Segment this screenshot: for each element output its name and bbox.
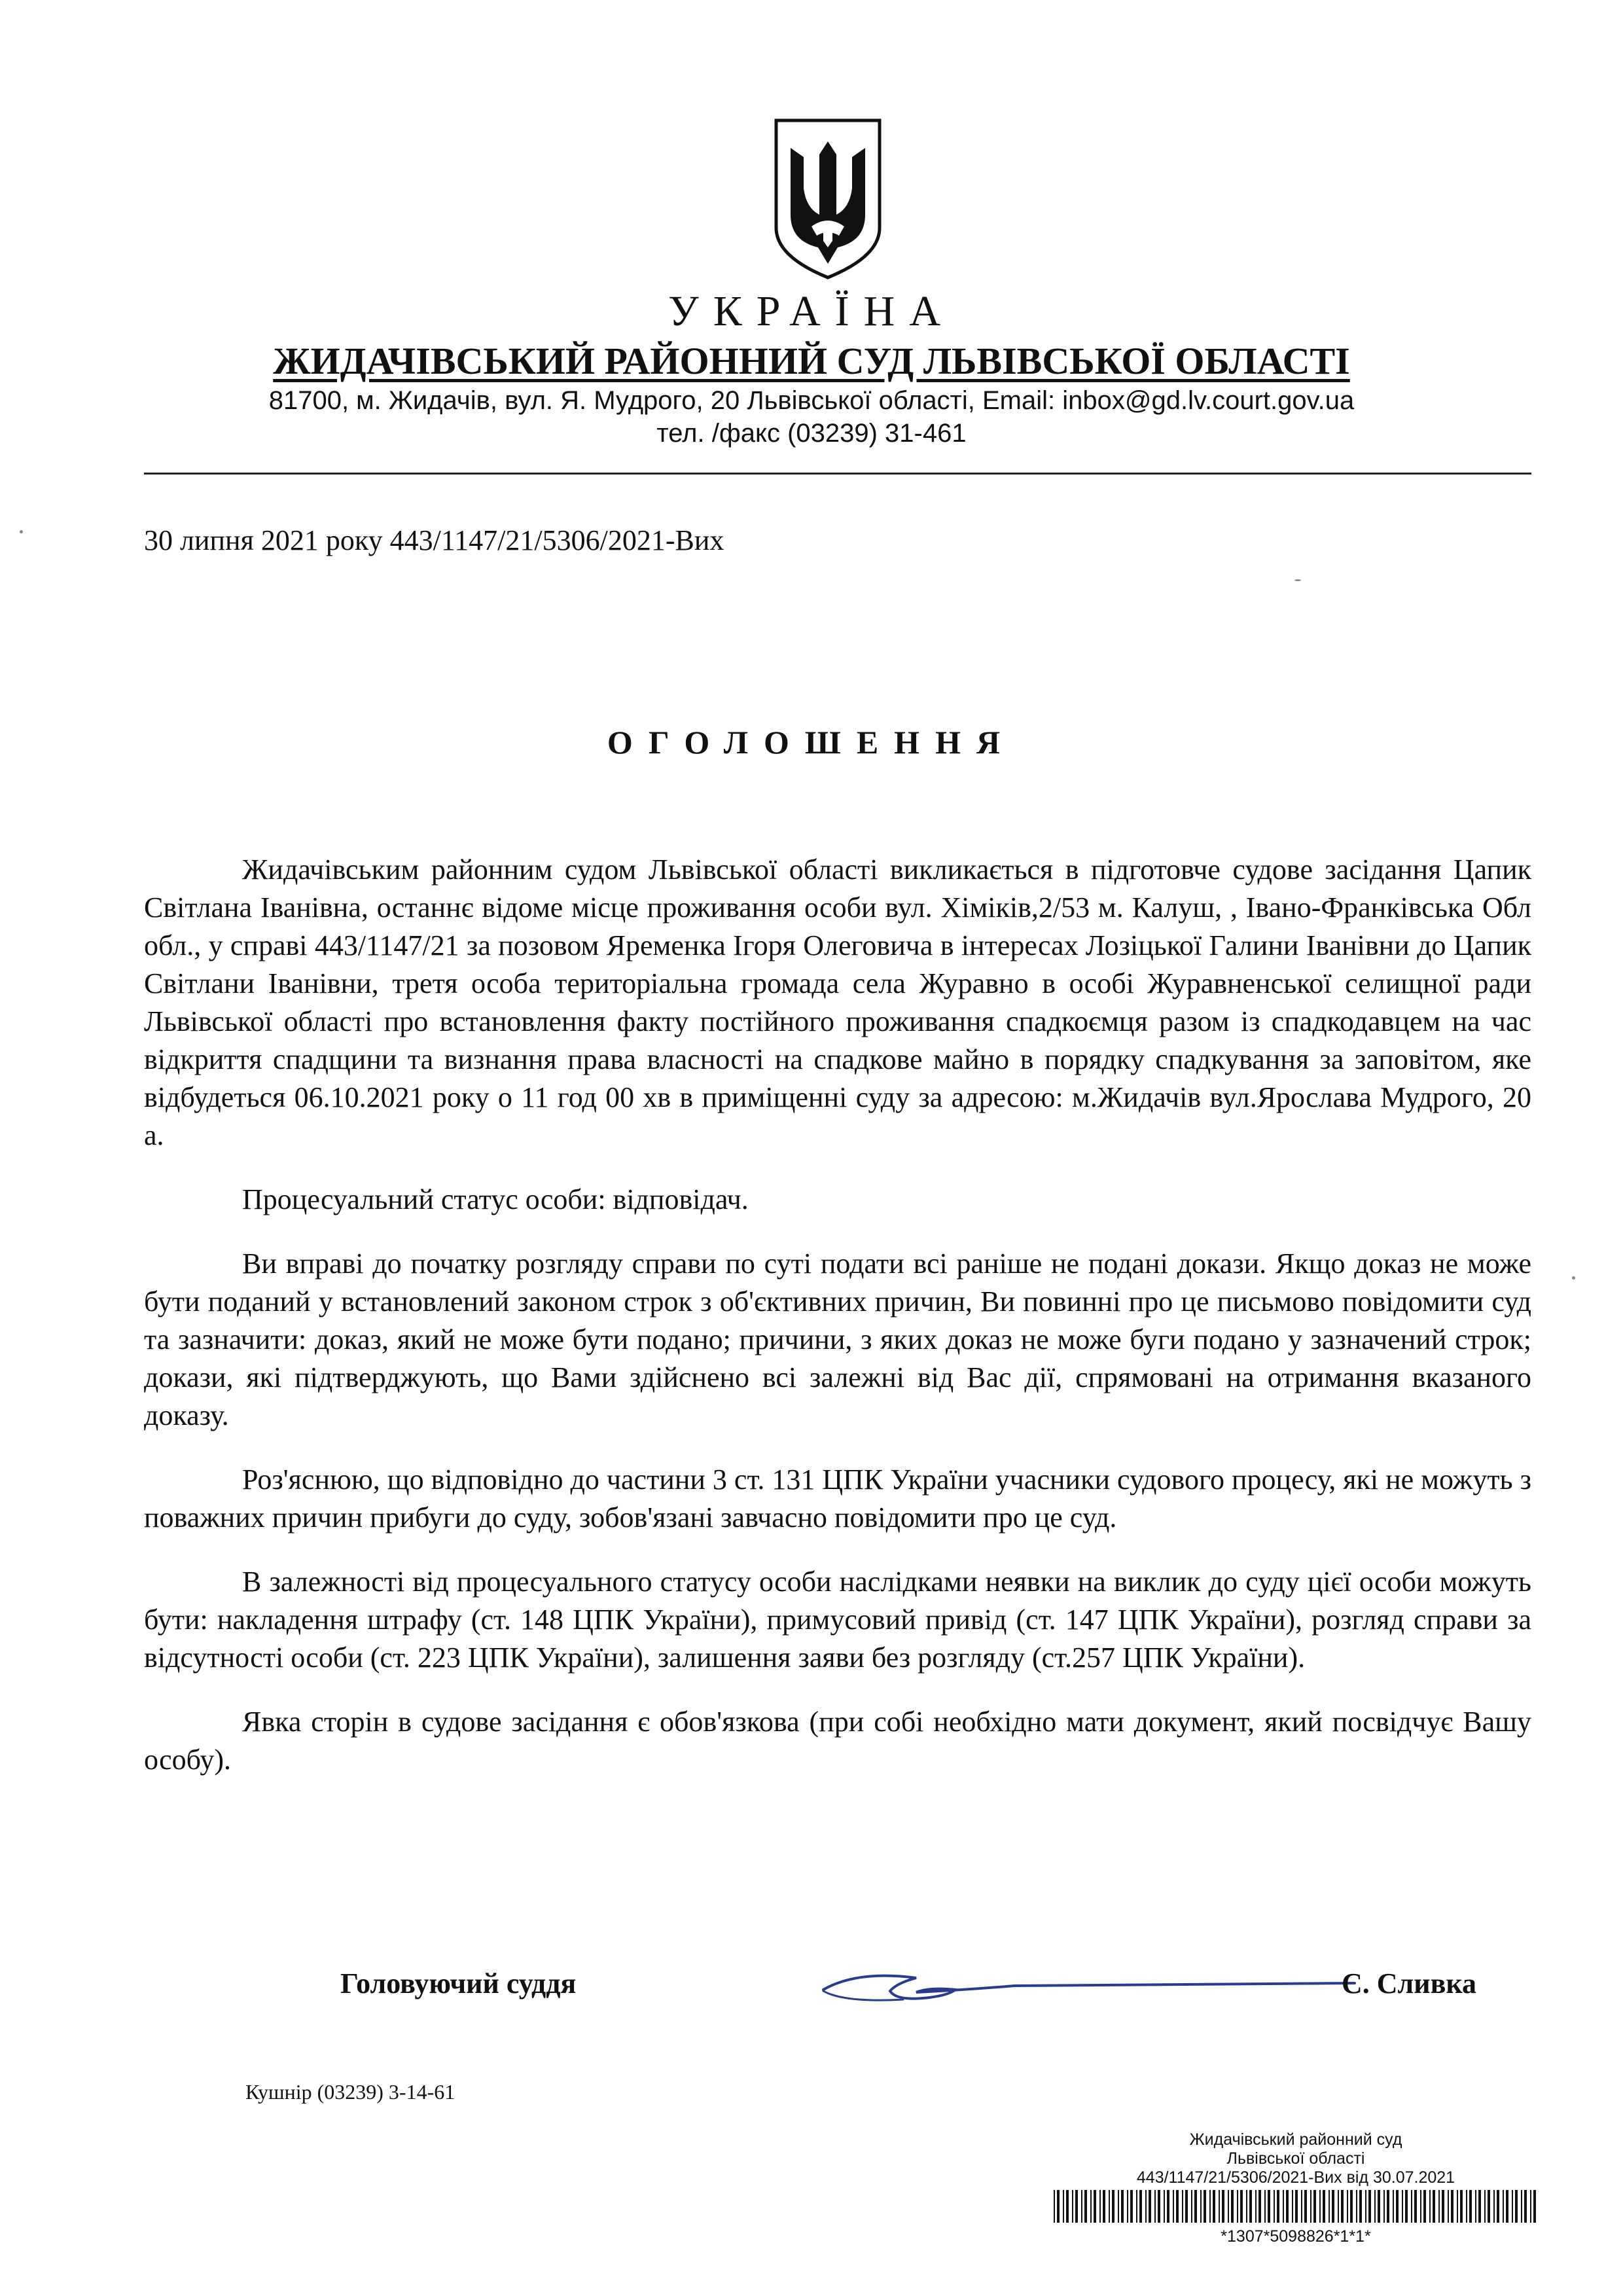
body-paragraph: Жидачівським районним судом Львівської області викликається в підготовче судове засідання Цапик Світлана Іванівна, останнє відоме місце проживання особи вул. Хіміків,2/53 м. Калуш, , Івано-Франківська Обл обл., у справі 443/1147/21 за позовом Яременка Ігоря Олеговича в інтересах Лозіцької Галини Іванівни до Цапик Світлани Іванівни, третя особа територіальна громада села Журавно в особі Журавненської селищної ради Львівської області про встановлення факту постійного проживання спадкоємця разом із спадкодавцем на час відкриття спадщини та визнання права власності на спадкове майно в порядку спадкування за заповітом, яке відбудеться 06.10.2021 року о 11 год 00 хв в приміщенні суду за адресою: м.Жидачів вул.Ярослава Мудрого, 20 а. (144, 853, 1531, 1151)
ukraine-coat-of-arms-icon (772, 117, 883, 281)
document-title: ОГОЛОШЕННЯ (607, 724, 1016, 761)
body-paragraph: Ви вправі до початку розгляду справи по суті подати всі раніше не подані докази. Якщо доказ не може бути поданий у встановлений законом строк з об'єктивних причин, Ви повинні про це письмово повідомити суд та зазначити: доказ, який не може бути подано; причини, з яких доказ не може буги подано у зазначений строк; докази, які підтверджують, що Вами здійснено всі залежні від Вас дії, спрямовані на отримання вказаного доказу. (144, 1247, 1531, 1431)
stamp-registration-number: 443/1147/21/5306/2021-Вих від 30.07.2021 (1136, 2168, 1455, 2187)
executor-contact: Кушнір (03239) 3-14-61 (245, 2080, 455, 2104)
barcode-icon (1054, 2190, 1538, 2223)
handwritten-signature (818, 1964, 1361, 2009)
header-divider (144, 473, 1531, 475)
court-phone: тел. /факс (03239) 31-461 (656, 419, 967, 448)
stamp-court-name: Жидачівський районний суд (1189, 2130, 1402, 2149)
body-paragraph: Процесуальний статус особи: відповідач. (242, 1183, 749, 1215)
stamp-barcode-code: *1307*5098826*1*1* (1221, 2227, 1371, 2246)
signer-name: С. Сливка (1342, 1967, 1477, 2000)
body-paragraph: Роз'яснюю, що відповідно до частини 3 ст. 131 ЦПК України учасники судового процесу, які не можуть з поважних причин прибуги до суду, зобов'язані завчасно повідомити про це суд. (144, 1463, 1531, 1534)
signer-role: Головуючий суддя (340, 1967, 577, 2000)
document-date-and-number: 30 липня 2021 року 443/1147/21/5306/2021-Вих (144, 524, 724, 556)
registration-stamp (1047, 2130, 1544, 2246)
document-body (144, 851, 1531, 1805)
court-address: 81700, м. Жидачів, вул. Я. Мудрого, 20 Львівської області, Email: inbox@gd.lv.court.gov.ua (268, 386, 1355, 415)
scan-speck (20, 530, 23, 533)
scan-speck (1294, 579, 1301, 581)
country-name: УКРАЇНА (668, 287, 955, 335)
stamp-region: Львівської області (1226, 2149, 1365, 2168)
scan-speck (1572, 1276, 1575, 1280)
body-paragraph: Явка сторін в судове засідання є обов'язкова (при собі необхідно мати документ, який посвідчує Вашу особу). (144, 1706, 1531, 1776)
body-paragraph: В залежності від процесуального статусу особи наслідками неявки на виклик до суду цієї особи можуть бути: накладення штрафу (ст. 148 ЦПК України), примусовий привід (ст. 147 ЦПК України), розгляд справи за відсутності особи (ст. 223 ЦПК України), залишення заяви без розгляду (ст.257 ЦПК України). (144, 1566, 1531, 1674)
court-name: ЖИДАЧІВСЬКИЙ РАЙОННИЙ СУД ЛЬВІВСЬКОЇ ОБЛАСТІ (273, 340, 1350, 382)
